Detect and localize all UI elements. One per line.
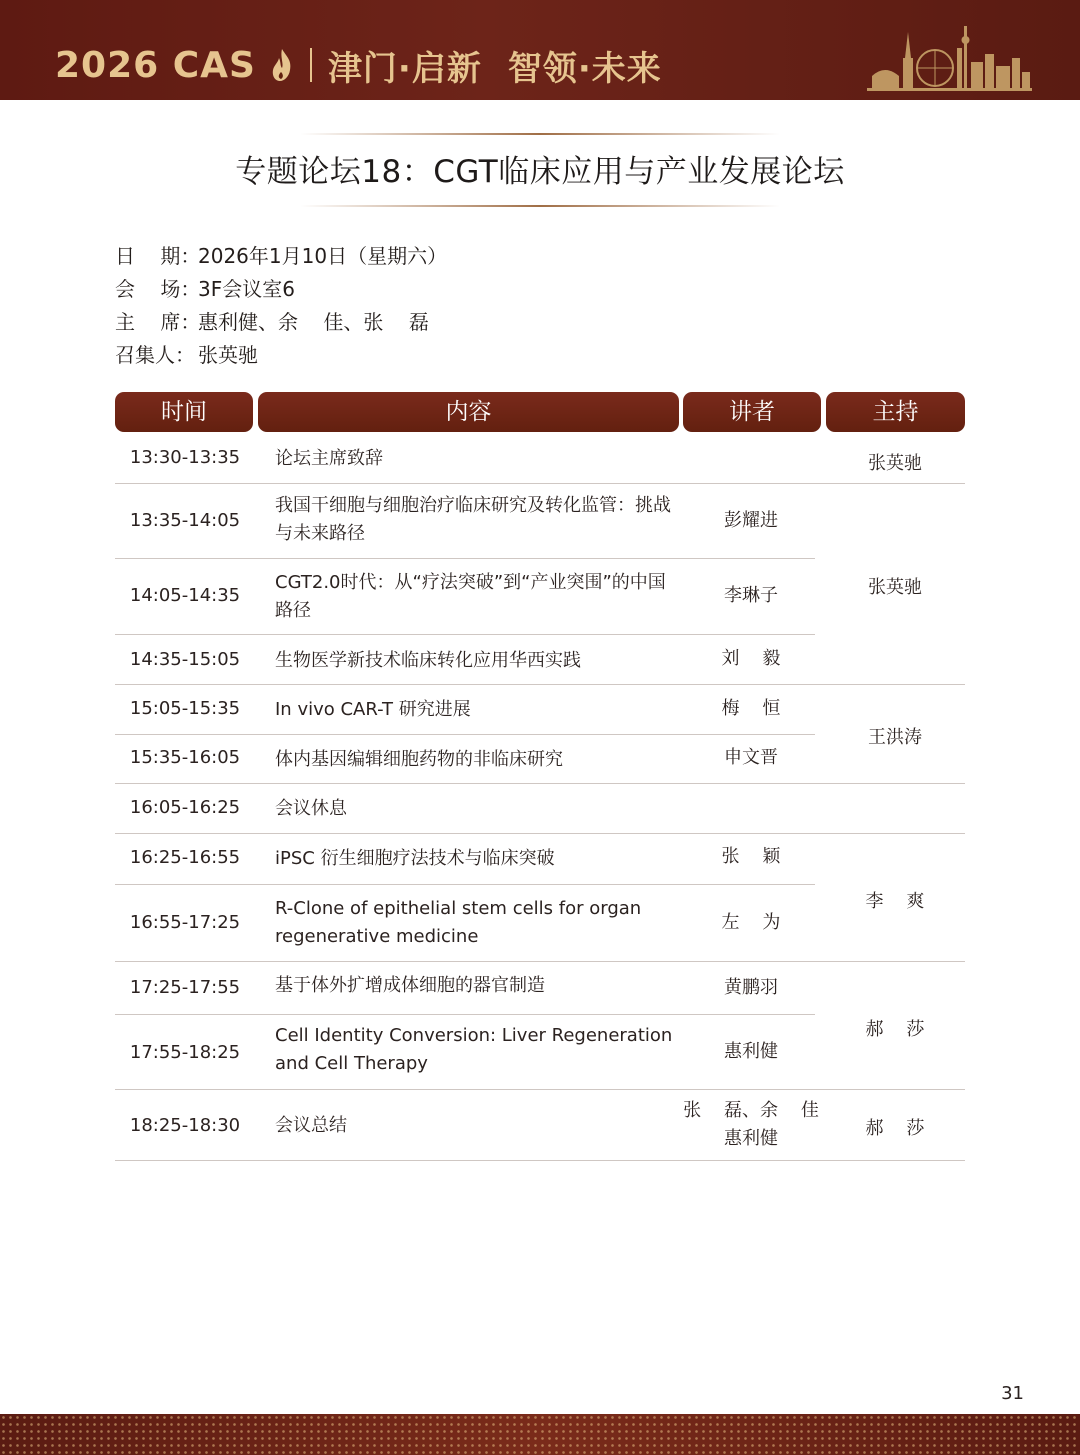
row-time: 16:25-16:55	[129, 847, 241, 868]
row-content: R-Clone of epithelial stem cells for organ regenerative medicine	[275, 898, 642, 947]
row-time: 15:35-16:05	[129, 747, 241, 768]
info-value: 2026年1月10日（星期六）	[198, 244, 448, 268]
row-speaker: 申文晋	[724, 747, 778, 768]
host-name: 张英驰	[868, 453, 922, 474]
row-divider	[115, 684, 965, 685]
row-time: 14:35-15:05	[129, 649, 241, 670]
table-row	[115, 834, 815, 884]
row-speaker: 刘 毅	[721, 648, 781, 669]
table-row	[115, 685, 815, 734]
column-header-speaker: 讲者	[683, 392, 821, 432]
brand-slogan-1: 津门·启新	[327, 48, 482, 89]
table-row	[115, 559, 815, 634]
info-row-convener	[115, 337, 447, 370]
footer-pattern	[0, 1414, 1080, 1455]
session-info	[115, 238, 447, 370]
footer-band	[0, 1414, 1080, 1455]
row-divider	[115, 734, 815, 735]
page-number: 31	[1001, 1383, 1024, 1404]
table-row	[115, 434, 815, 483]
row-speaker: 李琳子	[724, 585, 778, 606]
info-value: 3F会议室6	[198, 277, 295, 301]
row-time: 15:05-15:35	[129, 698, 241, 719]
row-divider	[115, 884, 815, 885]
row-time: 16:05-16:25	[129, 797, 241, 818]
row-speaker: 张 颖	[721, 846, 781, 867]
column-header-host: 主持	[826, 392, 965, 432]
row-speaker: 黄鹏羽	[724, 977, 778, 998]
host-name: 张英驰	[868, 577, 922, 598]
brand-divider	[310, 48, 312, 82]
row-content: 我国干细胞与细胞治疗临床研究及转化监管：挑战与未来路径	[275, 495, 671, 544]
row-divider	[115, 1160, 965, 1161]
column-header-time: 时间	[115, 392, 253, 432]
row-content: iPSC 衍生细胞疗法技术与临床突破	[275, 848, 555, 869]
flame-icon	[270, 48, 294, 82]
row-divider	[115, 1089, 965, 1090]
header-banner	[0, 0, 1080, 100]
table-row	[115, 1015, 815, 1089]
row-time: 13:35-14:05	[129, 510, 241, 531]
info-label: 主 席：	[115, 310, 201, 334]
row-divider	[115, 558, 815, 559]
row-content: 会议休息	[275, 798, 347, 819]
title-rule-top	[300, 133, 780, 135]
brand-logo	[55, 40, 662, 90]
row-content: 基于体外扩增成体细胞的器官制造	[275, 975, 545, 996]
row-content: In vivo CAR-T 研究进展	[275, 699, 471, 720]
row-time: 17:55-18:25	[129, 1042, 241, 1063]
row-content: 体内基因编辑细胞药物的非临床研究	[275, 749, 563, 770]
row-speaker: 彭耀进	[724, 510, 778, 531]
table-row	[115, 784, 815, 833]
row-divider	[115, 961, 965, 962]
host-name: 郝 莎	[865, 1118, 925, 1139]
info-value: 惠利健、余 佳、张 磊	[198, 310, 429, 334]
row-speaker: 左 为	[721, 912, 781, 933]
table-row	[115, 962, 815, 1014]
row-content: CGT2.0时代：从“疗法突破”到“产业突围”的中国路径	[275, 572, 666, 621]
info-row-venue	[115, 271, 447, 304]
row-content: 会议总结	[275, 1115, 347, 1136]
row-speaker: 梅 恒	[721, 698, 781, 719]
row-divider	[115, 483, 965, 484]
host-name: 李 爽	[865, 891, 925, 912]
page-title: 专题论坛18：CGT临床应用与产业发展论坛	[235, 154, 845, 190]
row-time: 18:25-18:30	[129, 1115, 241, 1136]
title-rule-bottom	[300, 205, 780, 207]
info-row-chair	[115, 304, 447, 337]
row-time: 14:05-14:35	[129, 585, 241, 606]
row-time: 17:25-17:55	[129, 977, 241, 998]
info-label: 召集人：	[115, 343, 195, 367]
brand-year: 2026 CAS	[55, 44, 256, 86]
table-row	[115, 1090, 819, 1160]
row-content: 生物医学新技术临床转化应用华西实践	[275, 650, 581, 671]
host-name: 王洪涛	[868, 727, 922, 748]
table-row	[115, 484, 815, 558]
host-name: 郝 莎	[865, 1019, 925, 1040]
city-skyline-icon	[867, 18, 1032, 100]
row-divider	[115, 783, 965, 784]
row-time: 16:55-17:25	[129, 912, 241, 933]
table-row	[115, 885, 815, 961]
column-header-content: 内容	[258, 392, 679, 432]
row-divider	[115, 833, 965, 834]
info-label: 日 期：	[115, 244, 201, 268]
brand-slogan-2: 智领·未来	[507, 48, 662, 89]
row-speaker: 张 磊、余 佳 惠利健	[683, 1100, 819, 1149]
row-content: Cell Identity Conversion: Liver Regeneration and Cell Therapy	[275, 1025, 673, 1074]
row-content: 论坛主席致辞	[275, 448, 383, 469]
info-value: 张英驰	[198, 343, 258, 367]
table-row	[115, 635, 815, 684]
row-divider	[115, 1014, 815, 1015]
info-label: 会 场：	[115, 277, 201, 301]
row-time: 13:30-13:35	[129, 447, 241, 468]
info-row-date	[115, 238, 447, 271]
row-speaker: 惠利健	[724, 1041, 778, 1062]
table-row	[115, 735, 815, 783]
row-divider	[115, 634, 815, 635]
